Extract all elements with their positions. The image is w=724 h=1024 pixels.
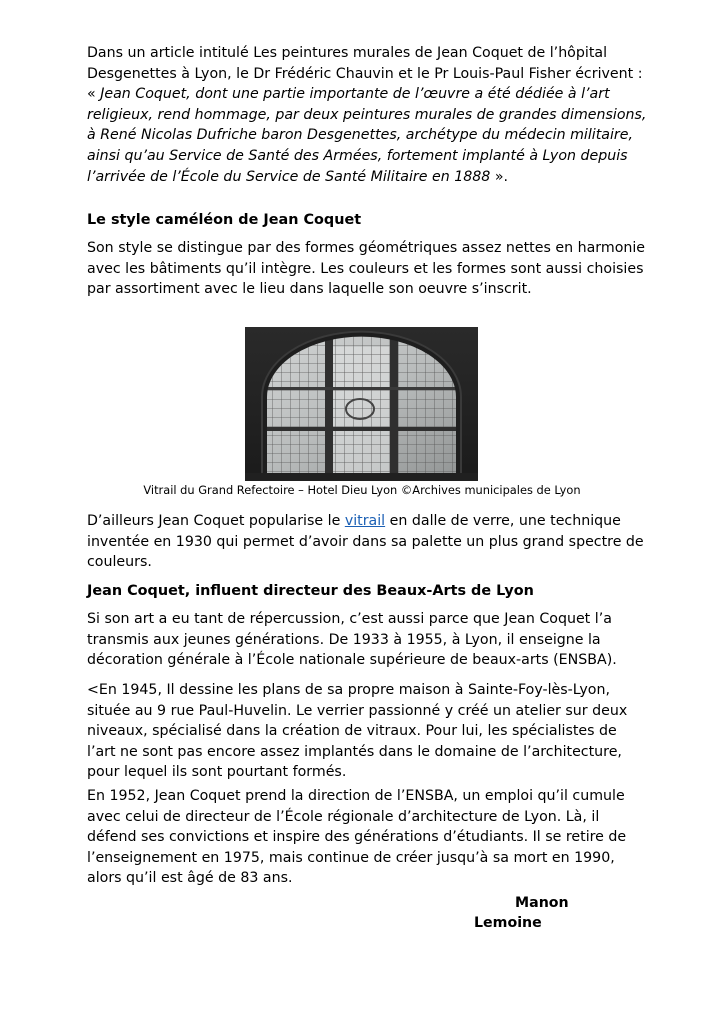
photo-caption: Vitrail du Grand Refectoire – Hotel Dieu Lyon ©Archives municipales de Lyon [143,483,581,497]
intro-close: ». [490,168,509,185]
section-heading-beaux-arts: Jean Coquet, influent directeur des Beaux-Arts de Lyon [87,583,534,599]
vitrail-paragraph [87,511,647,573]
intro-quote: Jean Coquet, dont une partie importante de l’œuvre a été dédiée à l’art religieux, rend hommage, par deux peintures murales de grandes dimensions, à René Nicolas Dufriche baron Desgenettes, archétype du médecin militaire, ainsi qu’au Service de Santé des Armées, fortement implanté à Lyon depuis l’arrivée de l’École du Service de Santé Militaire en 1888 [87,86,647,185]
vitrail-link[interactable]: vitrail [344,513,386,529]
stained-glass-photo [245,327,478,481]
beaux-arts-paragraph-2 [87,680,647,783]
author-last-name: Lemoine [474,915,542,931]
intro-lead: Dans un article intitulé Les peintures murales de Jean Coquet de l’hôpital Desgenettes à Lyon, le Dr Frédéric Chauvin et le Pr Louis-Paul Fisher écrivent : « [87,45,643,103]
section-heading-style: Le style caméléon de Jean Coquet [87,212,362,228]
vitrail-text-after: en dalle de verre, une technique inventée en 1930 qui permet d’avoir dans sa palette un plus grand spectre de couleurs. [87,513,644,571]
beaux-arts-paragraph-2-text: <En 1945, Il dessine les plans de sa propre maison à Sainte-Foy-lès-Lyon, située au 9 rue Paul-Huvelin. Le verrier passionné y créé un atelier sur deux niveaux, spécialisé dans la création de vitraux. Pour lui, les spécialistes de l’art ne sont pas encore assez implantés dans le domaine de l’architecture, pour lequel ils sont pourtant formés. [87,682,628,781]
beaux-arts-paragraph-3 [87,786,647,889]
style-paragraph [87,238,647,300]
style-paragraph-text: Son style se distingue par des formes géométriques assez nettes en harmonie avec les bâtiments qu’il intègre. Les couleurs et les formes sont aussi choisies par assortiment avec le lieu dans laquelle son oeuvre s’inscrit. [87,240,646,298]
author-first-name: Manon [515,895,569,911]
beaux-arts-paragraph-1-text: Si son art a eu tant de répercussion, c’est aussi parce que Jean Coquet l’a transmis aux jeunes générations. De 1933 à 1955, à Lyon, il enseigne la décoration générale à l’École nationale supérieure de beaux-arts (ENSBA). [87,611,617,669]
vitrail-text-before: D’ailleurs Jean Coquet popularise le [87,513,345,529]
beaux-arts-paragraph-3-text: En 1952, Jean Coquet prend la direction de l’ENSBA, un emploi qu’il cumule avec celui de directeur de l’École régionale d’architecture de Lyon. Là, il défend ses convictions et inspire des générations d’étudiants. Il se retire de l’enseignement en 1975, mais continue de créer jusqu’à sa mort en 1990, alors qu’il est âgé de 83 ans. [87,788,627,887]
beaux-arts-paragraph-1 [87,609,647,671]
intro-paragraph [87,43,647,187]
